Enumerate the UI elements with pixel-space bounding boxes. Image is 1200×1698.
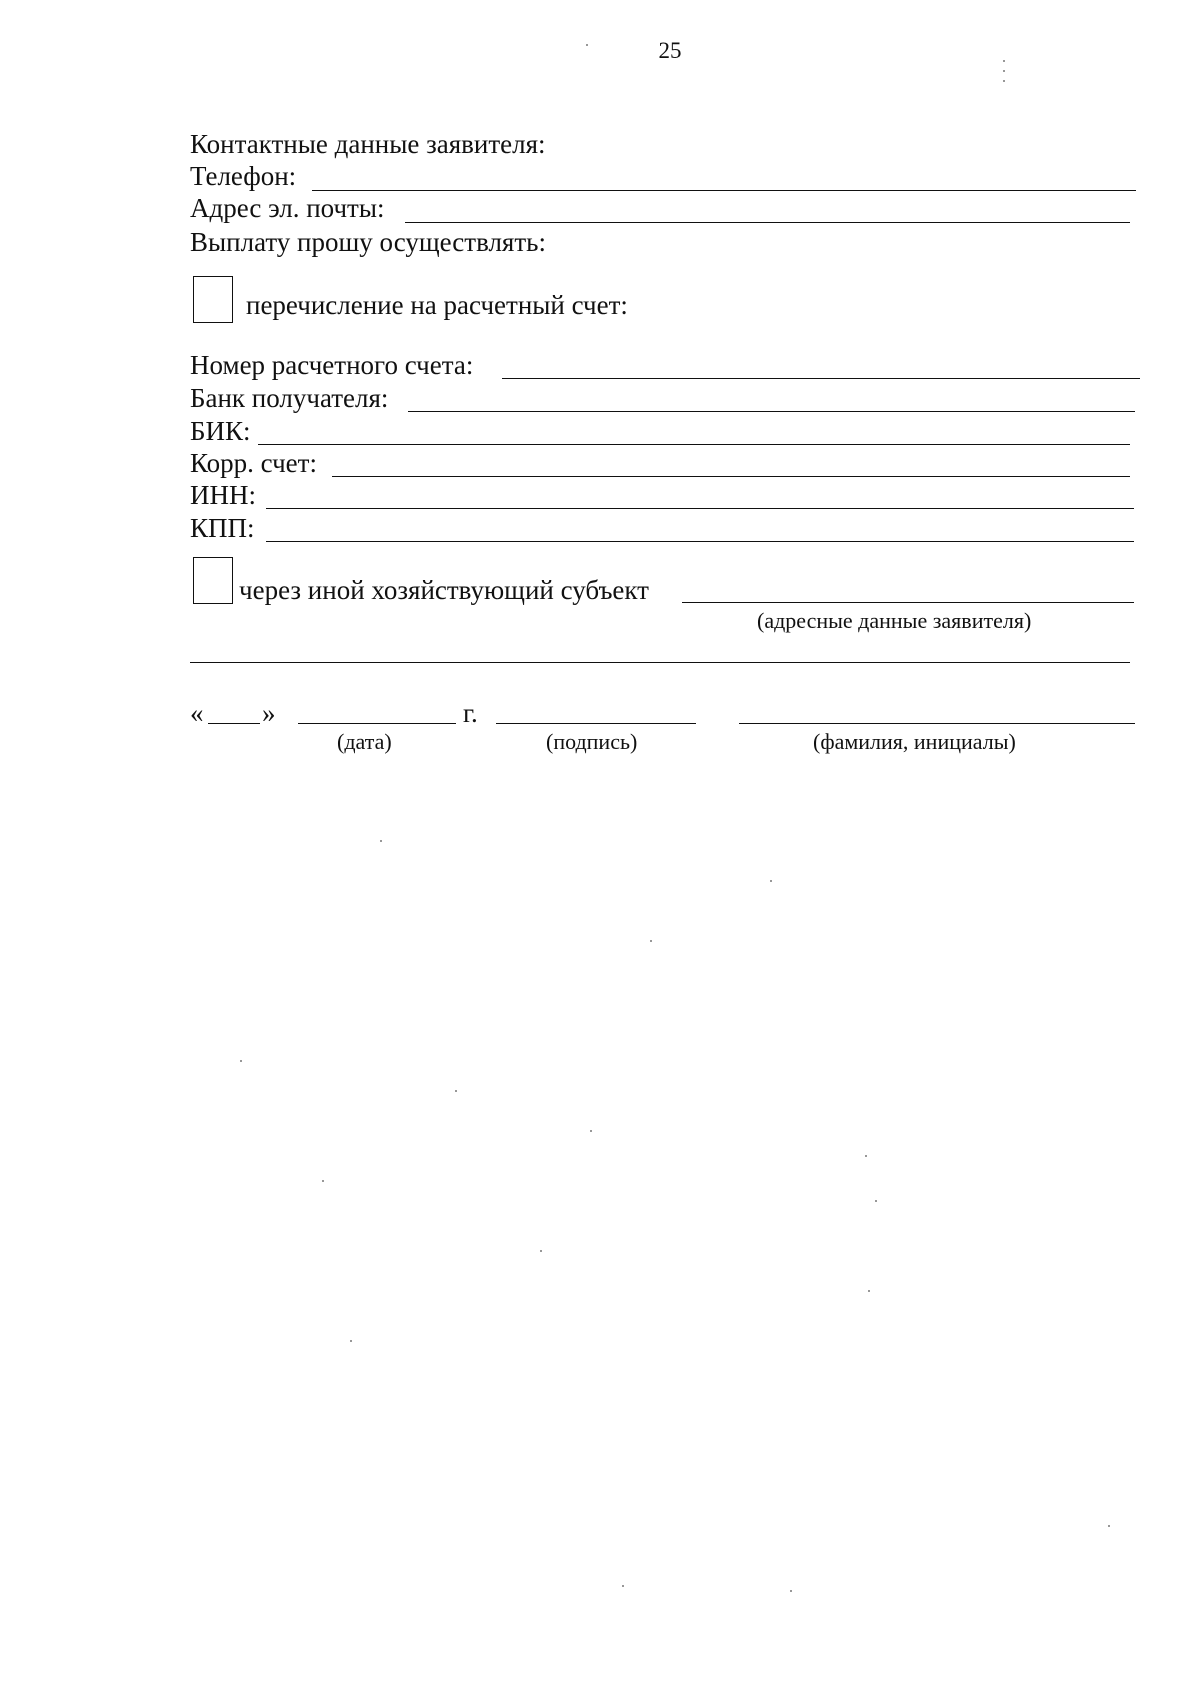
scan-speck [865, 1155, 867, 1157]
address-caption: (адресные данные заявителя) [757, 608, 1032, 633]
scan-speck [770, 880, 772, 882]
date-quote-close: » [262, 698, 276, 728]
corr-account-label: Корр. счет: [190, 448, 317, 478]
scan-speck [540, 1250, 542, 1252]
address-field[interactable] [190, 662, 1130, 663]
scan-speck [240, 1060, 242, 1062]
scan-speck [622, 1585, 624, 1587]
month-field[interactable] [298, 723, 456, 724]
date-caption: (дата) [337, 729, 392, 754]
phone-field[interactable] [312, 190, 1136, 191]
page-number: 25 [658, 38, 682, 63]
name-field[interactable] [739, 723, 1135, 724]
scan-speck [380, 840, 382, 842]
phone-label: Телефон: [190, 161, 297, 191]
inn-field[interactable] [266, 508, 1134, 509]
email-label: Адрес эл. почты: [190, 193, 385, 223]
corr-account-field[interactable] [332, 476, 1130, 477]
scan-speck [590, 1130, 592, 1132]
name-caption: (фамилия, инициалы) [813, 729, 1016, 754]
bik-label: БИК: [190, 416, 251, 446]
scan-speck [1003, 60, 1005, 62]
account-transfer-checkbox[interactable] [193, 276, 233, 323]
scan-speck [586, 44, 588, 46]
bank-field[interactable] [408, 411, 1135, 412]
bik-field[interactable] [258, 444, 1130, 445]
bank-label: Банк получателя: [190, 383, 389, 413]
other-entity-label: через иной хозяйствующий субъект [239, 575, 649, 605]
account-number-label: Номер расчетного счета: [190, 350, 474, 380]
kpp-field[interactable] [266, 541, 1134, 542]
scan-speck [790, 1590, 792, 1592]
scan-speck [1003, 80, 1005, 82]
scan-speck [875, 1200, 877, 1202]
other-entity-checkbox[interactable] [193, 557, 233, 604]
scan-speck [1003, 70, 1005, 72]
account-transfer-label: перечисление на расчетный счет: [246, 290, 628, 320]
date-quote-open: « [190, 698, 204, 728]
payment-heading: Выплату прошу осуществлять: [190, 227, 546, 257]
contacts-heading: Контактные данные заявителя: [190, 129, 546, 159]
scan-speck [455, 1090, 457, 1092]
scan-speck [868, 1290, 870, 1292]
scan-speck [322, 1180, 324, 1182]
signature-caption: (подпись) [546, 729, 638, 754]
other-entity-field[interactable] [682, 602, 1134, 603]
scan-speck [1108, 1525, 1110, 1527]
day-field[interactable] [208, 723, 260, 724]
signature-field[interactable] [496, 723, 696, 724]
year-suffix: г. [463, 698, 478, 728]
email-field[interactable] [405, 222, 1130, 223]
account-number-field[interactable] [502, 378, 1140, 379]
scan-speck [350, 1340, 352, 1342]
kpp-label: КПП: [190, 513, 255, 543]
inn-label: ИНН: [190, 480, 256, 510]
scan-speck [650, 940, 652, 942]
